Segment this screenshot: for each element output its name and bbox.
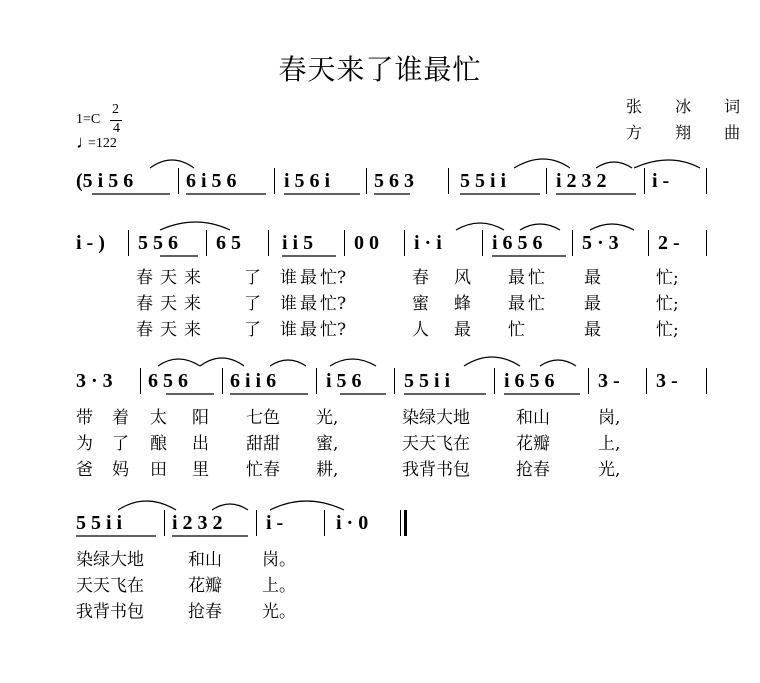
composer-credit: 方 翔 曲 bbox=[626, 123, 755, 142]
note-group: i · i bbox=[414, 232, 442, 254]
lyric-word: 来 bbox=[184, 320, 201, 340]
slur bbox=[270, 501, 344, 510]
lyric-word: 来 bbox=[184, 294, 201, 314]
note-group: 5 5 i i bbox=[404, 370, 451, 392]
slur bbox=[514, 159, 570, 168]
lyric-word: 天 bbox=[160, 320, 177, 340]
slur bbox=[270, 360, 306, 366]
lyric-word: 了 bbox=[244, 320, 261, 340]
note-group: i 2 3 2 bbox=[172, 512, 223, 534]
slur bbox=[330, 359, 376, 366]
note-group: i - bbox=[266, 512, 284, 534]
lyric-word: 我背书包 bbox=[76, 602, 144, 622]
note-group: i 5 6 bbox=[326, 370, 362, 392]
lyric-word: 最 bbox=[300, 320, 317, 340]
time-signature-bottom: 4 bbox=[113, 121, 120, 136]
lyric-word: 最 bbox=[300, 294, 317, 314]
lyric-word: 酿 bbox=[150, 434, 167, 454]
note-group: 3 · 3 bbox=[76, 370, 113, 392]
lyric-word: 谁 bbox=[280, 294, 297, 314]
lyric-word: 岗, bbox=[598, 408, 621, 428]
quarter-note-icon: ♩ bbox=[76, 132, 94, 152]
lyric-word: 太 bbox=[150, 408, 167, 428]
lyric-word: 最 bbox=[508, 294, 525, 314]
note-group: 2 - bbox=[658, 232, 680, 254]
lyric-word: 着 bbox=[112, 408, 129, 428]
lyric-word: 最 bbox=[454, 320, 471, 340]
time-signature-top: 2 bbox=[112, 102, 119, 117]
slur bbox=[150, 160, 194, 168]
lyric-word: 最 bbox=[584, 320, 601, 340]
note-group: 5 5 6 bbox=[138, 232, 178, 254]
note-group: i 5 6 i bbox=[284, 170, 331, 192]
lyric-word: 人 bbox=[412, 320, 429, 340]
lyric-word: 抢春 bbox=[516, 460, 550, 480]
lyric-word: 春 bbox=[412, 268, 429, 288]
note-group: i - bbox=[652, 170, 670, 192]
lyric-word: 光, bbox=[316, 408, 339, 428]
lyric-word: 耕, bbox=[316, 460, 339, 480]
slur bbox=[590, 224, 634, 230]
lyric-word: 抢春 bbox=[188, 602, 222, 622]
lyric-word: 染绿大地 bbox=[402, 408, 470, 428]
note-group: 3 - bbox=[598, 370, 620, 392]
lyric-word: 忙? bbox=[320, 294, 347, 314]
slur bbox=[160, 222, 230, 230]
lyric-word: 最 bbox=[584, 294, 601, 314]
note-group: 6 i 5 6 bbox=[186, 170, 237, 192]
slur bbox=[456, 223, 504, 230]
song-title: 春天来了谁最忙 bbox=[278, 53, 482, 86]
lyric-word: 春 bbox=[136, 294, 153, 314]
note-group: i - ) bbox=[76, 232, 105, 254]
note-group: 5 5 i i bbox=[76, 512, 123, 534]
lyric-word: 阳 bbox=[192, 408, 209, 428]
slur bbox=[200, 358, 244, 366]
lyric-word: 忙? bbox=[320, 268, 347, 288]
slur bbox=[464, 357, 520, 366]
lyric-word: 最 bbox=[584, 268, 601, 288]
tempo-marking: =122 bbox=[88, 136, 117, 151]
lyric-word: 忙 bbox=[528, 294, 545, 314]
slur bbox=[158, 359, 200, 366]
note-group: 5 5 i i bbox=[460, 170, 507, 192]
lyric-word: 天 bbox=[160, 268, 177, 288]
lyric-word: 蜂 bbox=[454, 294, 471, 314]
slur bbox=[212, 504, 248, 510]
note-group: i 6 5 6 bbox=[492, 232, 543, 254]
lyric-word: 和山 bbox=[516, 408, 550, 428]
lyric-word: 忙? bbox=[320, 320, 347, 340]
lyric-word: 我背书包 bbox=[402, 460, 470, 480]
lyric-word: 春 bbox=[136, 268, 153, 288]
lyric-word: 带 bbox=[76, 408, 93, 428]
lyric-word: 染绿大地 bbox=[76, 550, 144, 570]
lyric-word: 甜甜 bbox=[246, 434, 280, 454]
note-group: 0 0 bbox=[354, 232, 379, 254]
lyric-word: 谁 bbox=[280, 268, 297, 288]
lyric-word: 了 bbox=[244, 268, 261, 288]
lyric-word: 里 bbox=[192, 460, 209, 480]
note-group: 5 · 3 bbox=[582, 232, 619, 254]
lyricist-credit: 张 冰 词 bbox=[626, 97, 755, 116]
lyric-word: 天 bbox=[160, 294, 177, 314]
note-group: i i 5 bbox=[282, 232, 314, 254]
key-signature: 1=C bbox=[76, 112, 101, 127]
lyric-word: 上。 bbox=[262, 576, 296, 596]
lyric-word: 春 bbox=[136, 320, 153, 340]
slur bbox=[118, 501, 176, 510]
lyric-word: 了 bbox=[112, 434, 129, 454]
lyric-word: 忙; bbox=[656, 320, 679, 340]
lyric-word: 七色 bbox=[246, 408, 280, 428]
note-group: 6 5 bbox=[216, 232, 241, 254]
slur bbox=[540, 360, 576, 366]
lyric-word: 最 bbox=[508, 268, 525, 288]
lyric-word: 爸 bbox=[76, 460, 93, 480]
note-group: 6 5 6 bbox=[148, 370, 188, 392]
lyric-word: 光, bbox=[598, 460, 621, 480]
lyric-word: 和山 bbox=[188, 550, 222, 570]
lyric-word: 上, bbox=[598, 434, 621, 454]
slur bbox=[634, 160, 700, 168]
lyric-word: 忙春 bbox=[246, 460, 280, 480]
lyric-word: 为 bbox=[76, 434, 93, 454]
lyric-word: 忙; bbox=[656, 268, 679, 288]
note-group: 5 6 3 bbox=[374, 170, 414, 192]
slur bbox=[596, 162, 632, 168]
lyric-word: 光。 bbox=[262, 602, 296, 622]
lyric-word: 蜜, bbox=[316, 434, 339, 454]
lyric-word: 花瓣 bbox=[516, 434, 550, 454]
lyric-word: 谁 bbox=[280, 320, 297, 340]
lyric-word: 天天飞在 bbox=[76, 576, 144, 596]
lyric-word: 来 bbox=[184, 268, 201, 288]
lyric-word: 妈 bbox=[112, 460, 129, 480]
lyric-word: 花瓣 bbox=[188, 576, 222, 596]
note-group: i 6 5 6 bbox=[504, 370, 555, 392]
lyric-word: 忙 bbox=[528, 268, 545, 288]
lyric-word: 田 bbox=[150, 460, 167, 480]
lyric-word: 风 bbox=[454, 268, 471, 288]
note-group: 6 i i 6 bbox=[230, 370, 277, 392]
lyric-word: 天天飞在 bbox=[402, 434, 470, 454]
lyric-word: 最 bbox=[300, 268, 317, 288]
lyric-word: 蜜 bbox=[412, 294, 429, 314]
note-group: i 2 3 2 bbox=[556, 170, 607, 192]
note-group: (5 i 5 6 bbox=[76, 170, 134, 192]
lyric-word: 忙 bbox=[508, 320, 525, 340]
lyric-word: 忙; bbox=[656, 294, 679, 314]
note-group: i · 0 bbox=[336, 512, 369, 534]
slur bbox=[520, 224, 560, 230]
lyric-word: 出 bbox=[192, 434, 209, 454]
lyric-word: 岗。 bbox=[262, 550, 296, 570]
note-group: 3 - bbox=[656, 370, 678, 392]
lyric-word: 了 bbox=[244, 294, 261, 314]
